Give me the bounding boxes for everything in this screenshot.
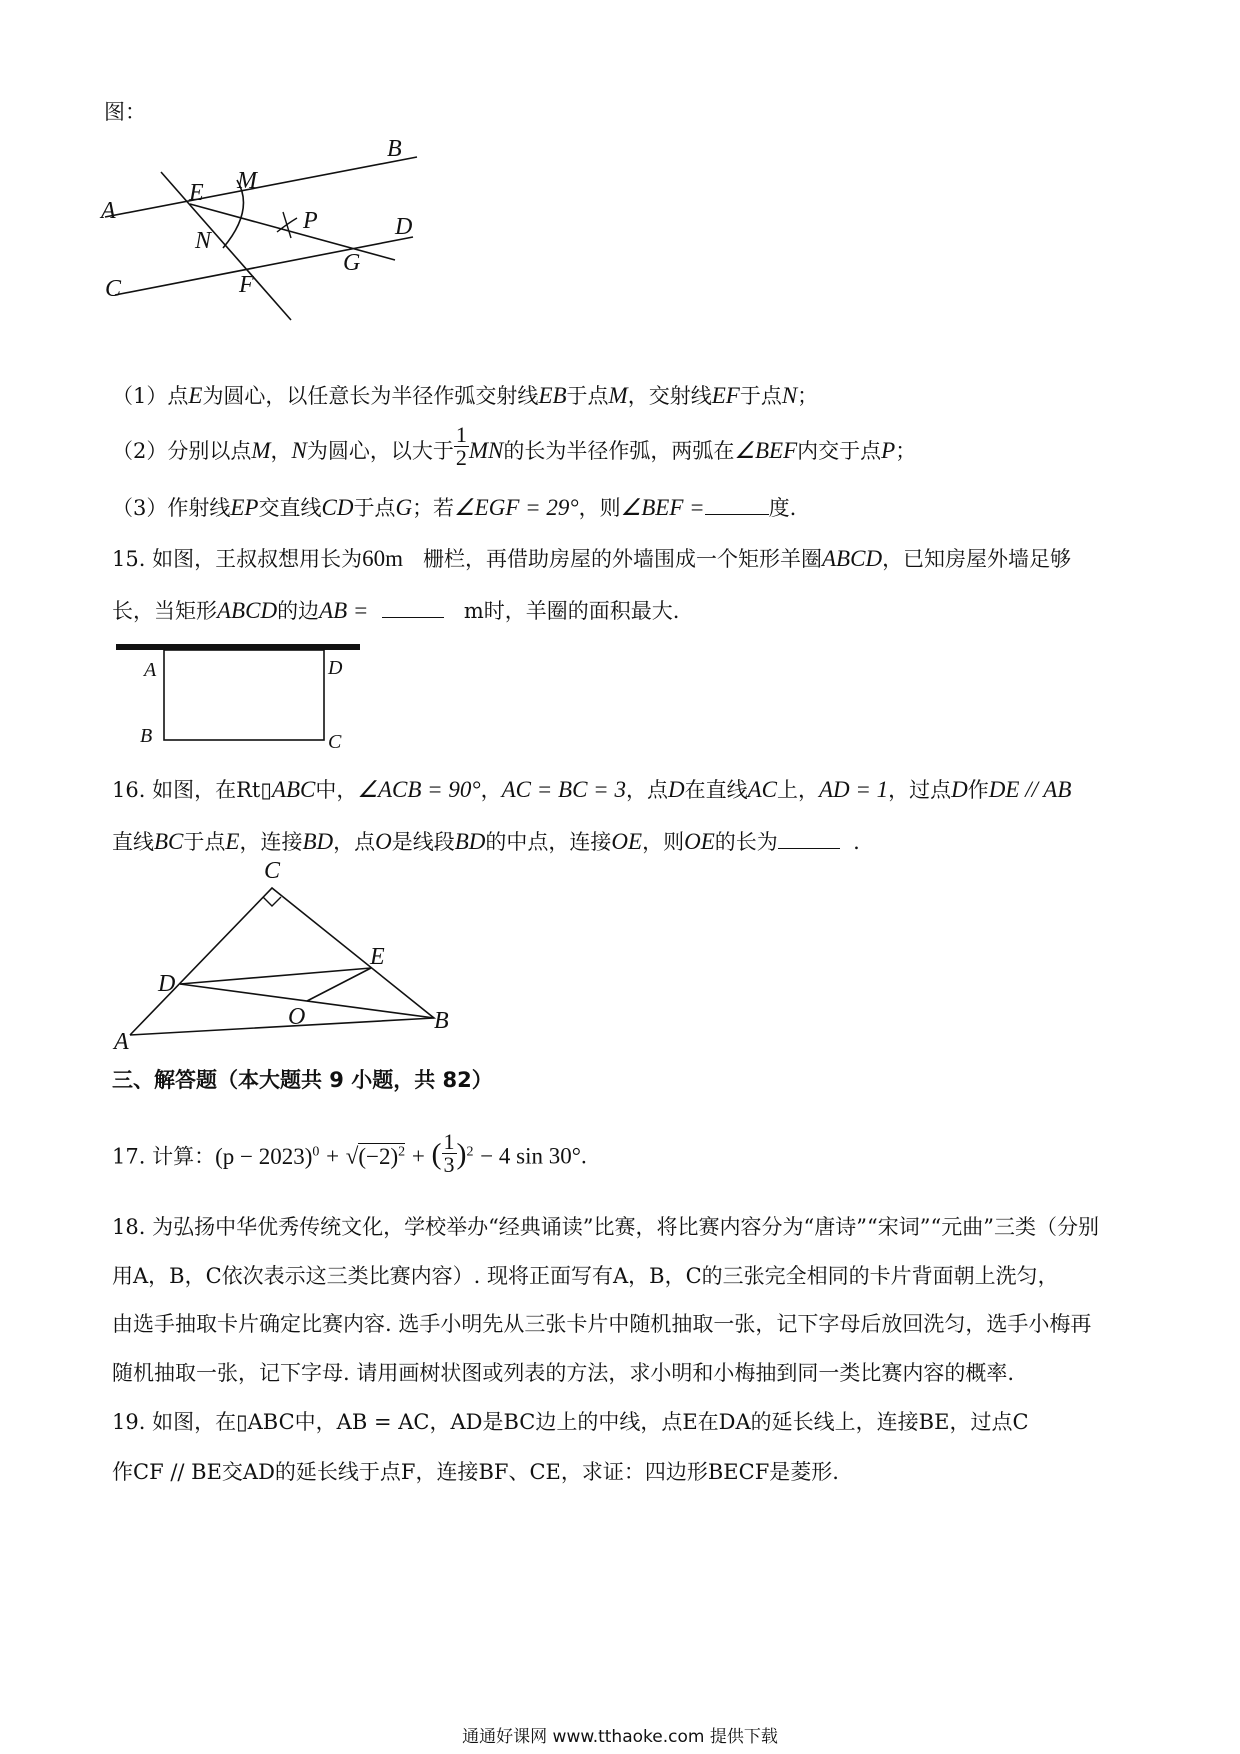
label-C: C <box>264 858 281 884</box>
step-1: （1）点E为圆心，以任意长为半径作弧交射线EB于点M，交射线EF于点N； <box>112 383 819 408</box>
label-M: M <box>237 168 257 194</box>
figure-rectangle-pen <box>110 638 370 758</box>
fraction-third: $\frac{1}{3}$ <box>443 1128 455 1177</box>
label-E: E <box>189 180 204 206</box>
sqrt-term: $√(-2)^2$ <box>345 1143 406 1169</box>
q16-line1: 16. 如图，在Rt▯ABC中，∠ACB = 90°，AC = BC = 3，点D在直线AC上，AD = 1，过点D作DE // AB <box>112 777 1072 802</box>
answer-blank-14[interactable] <box>705 494 769 515</box>
line-AB <box>105 157 417 217</box>
q15-line1: 15. 如图，王叔叔想用长为60m 栅栏，再借助房屋的外墙围成一个矩形羊圈ABCD，已知房屋外墙足够 <box>112 546 1072 571</box>
label-F: F <box>239 272 254 298</box>
figure-label: 图： <box>104 100 146 124</box>
right-angle-mark <box>263 897 281 906</box>
fraction-half: $\frac{1}{2}$ <box>455 422 467 470</box>
label-B: B <box>140 725 153 747</box>
ray-EP <box>190 204 395 260</box>
q16-line2: 直线BC于点E，连接BD，点O是线段BD的中点，连接OE，则OE的长为 . <box>112 829 860 854</box>
expr-term-1: $(p - 2023)^0$ <box>215 1143 320 1169</box>
label-G: G <box>343 250 361 276</box>
label-B: B <box>434 1008 449 1034</box>
q18-line2: 用A，B，C依次表示这三类比赛内容）. 现将正面写有A，B，C的三张完全相同的卡片背面朝上洗匀， <box>112 1264 1059 1288</box>
label-P: P <box>303 208 318 234</box>
label-C: C <box>105 276 122 302</box>
label-A: A <box>144 659 157 681</box>
label-B: B <box>387 136 402 162</box>
step-2: （2）分别以点M，N为圆心，以大于 $\frac{1}{2}$ MN的长为半径作弧，两弧在∠BEF内交于点P； <box>112 422 917 470</box>
rectangle-ABCD <box>164 650 324 740</box>
section-3-heading: 三、解答题（本大题共 9 小题，共 82） <box>112 1068 493 1092</box>
label-A: A <box>101 198 116 224</box>
label-D: D <box>328 657 343 679</box>
page-footer: 通通好课网 www.tthaoke.com 提供下载 <box>462 1727 778 1747</box>
label-E: E <box>370 944 385 970</box>
answer-blank-15[interactable] <box>382 597 444 618</box>
step-3: （3）作射线EP交直线CD于点G；若∠EGF = 29°，则∠BEF = 度. <box>112 495 797 520</box>
q18-line1: 18. 为弘扬中华优秀传统文化，学校举办“经典诵读”比赛，将比赛内容分为“唐诗”“宋词”“元曲”三类（分别 <box>112 1215 1099 1239</box>
q19-line2: 作CF // BE交AD的延长线于点F，连接BF、CE，求证：四边形BECF是菱形. <box>112 1460 839 1484</box>
q19-line1: 19. 如图，在▯ABC中，AB = AC，AD是BC边上的中线，点E在DA的延长线上，连接BE，过点C <box>112 1410 1029 1434</box>
label-N: N <box>195 228 212 254</box>
q18-line3: 由选手抽取卡片确定比赛内容. 选手小明先从三张卡片中随机抽取一张，记下字母后放回洗匀，选手小梅再 <box>112 1312 1092 1336</box>
triangle-ABC <box>130 888 434 1035</box>
label-A: A <box>114 1029 129 1052</box>
label-D: D <box>158 971 176 997</box>
q17: 17. 计算：$(p - 2023)^0 + √(-2)^2$ + ( $\frac{1}{3}$ )$^2$ − 4 sin 30°. <box>112 1128 587 1177</box>
figure-angle-bisector <box>95 130 435 330</box>
answer-blank-16[interactable] <box>778 828 840 849</box>
label-C: C <box>328 731 342 753</box>
label-D: D <box>395 214 413 240</box>
figure-right-triangle <box>108 852 468 1052</box>
line-CD <box>115 237 413 295</box>
q15-line2: 长，当矩形ABCD的边AB = m时，羊圈的面积最大. <box>112 598 680 623</box>
q18-line4: 随机抽取一张，记下字母. 请用画树状图或列表的方法，求小明和小梅抽到同一类比赛内容的概率. <box>112 1361 1015 1385</box>
label-O: O <box>288 1004 306 1030</box>
segment-DE <box>180 968 371 984</box>
